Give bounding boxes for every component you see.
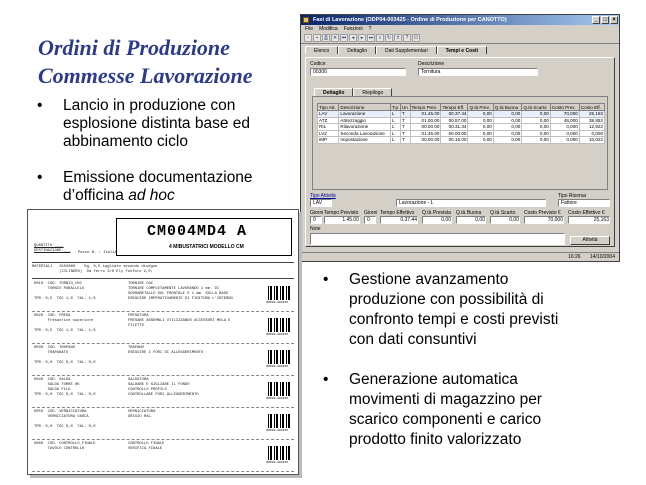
tab-dettaglio[interactable]: Dettaglio (338, 46, 376, 54)
bullet-text: Emissione documentazione d’officina (63, 169, 253, 204)
slide-title (38, 34, 298, 90)
operation-block (32, 376, 294, 408)
operation-block (32, 408, 294, 440)
grid-cell[interactable]: ATZ (318, 117, 339, 124)
help-icon[interactable]: ? (403, 34, 411, 42)
col-tipo-att[interactable]: Tipo Att. (318, 104, 339, 111)
grid-cell[interactable]: 0,00 (522, 117, 551, 124)
grid-cell[interactable]: 0,000 (579, 130, 604, 137)
operation-code: 0020 COD. FRESA Fresatrice superiore TPR. 0,5 TOC 1,0 TAL. 1,0 (34, 314, 96, 333)
operation-code: 0010 COD. TORNIO_CNC TORNIO PARALLELO TPR. 0,5 TOC 1,0 TAL. 1,0 (34, 282, 96, 301)
search-icon[interactable]: ⌕ (376, 34, 384, 42)
costo-effettivo-label: Costo Effettivo € (568, 210, 605, 216)
operation-description: CONTROLLO FINALE VERIFICA FINALE (128, 442, 165, 451)
grid-cell[interactable]: 0,00 (468, 130, 493, 137)
minimize-icon[interactable]: _ (592, 16, 600, 24)
col-un[interactable]: Un (400, 104, 410, 111)
barcode-label: ODP04-003425 (266, 333, 288, 336)
grid-cell[interactable]: Rilavorazione (339, 124, 391, 131)
document-code: CM004MD4 A (147, 223, 248, 240)
grid-cell[interactable]: 0,00 (468, 111, 493, 118)
qta-prevista-label: Q.tà Prevista (422, 210, 451, 216)
tempo-effettivo-label: Tempo Effettivo (380, 210, 415, 216)
costo-previsto-label: Costo Previsto € (524, 210, 561, 216)
qta-scarto-field[interactable]: 0,00 (490, 216, 520, 224)
grid-cell[interactable]: L (390, 117, 400, 124)
grid-cell[interactable]: 0,00 (493, 111, 522, 118)
costo-effettivo-field[interactable]: 25,163 (568, 216, 610, 224)
qta-scarto-label: Q.tà Scarto (490, 210, 516, 216)
last-icon[interactable]: ⏭ (368, 35, 374, 41)
zoom-icon[interactable]: ± (394, 34, 402, 42)
col-qta-prev[interactable]: Q.tà Prev. (468, 104, 493, 111)
document-model: 4 MIBUSTATRICI MODELLO CM (169, 244, 244, 250)
refresh-icon[interactable]: ↻ (386, 35, 392, 41)
qta-buona-field[interactable]: 0,00 (456, 216, 486, 224)
col-descrizione[interactable]: Descrizione (339, 104, 391, 111)
operation-block (32, 440, 294, 472)
grid-cell[interactable]: T (400, 117, 410, 124)
save-icon[interactable]: ▪ (313, 34, 321, 42)
grid-cell[interactable]: T (400, 124, 410, 131)
grid-cell[interactable]: T (400, 130, 410, 137)
document-materials: MATERIALI 0150000 Kg. 0,5 tagliato secondo disegno (CILINDRO) Da ferro 3/0 Ely fosforo 2,0; (32, 265, 158, 274)
grid-cell[interactable]: LV2 (318, 130, 339, 137)
grid-cell[interactable]: L (390, 130, 400, 137)
main-tabs (301, 44, 619, 54)
operation-code: 0030 COD. TRAPANO TRAPANATO TPR. 0,0 TOC 0,0 TAL. 0,0 (34, 346, 96, 365)
col-tempo-prev[interactable]: Tempo Prev. (410, 104, 441, 111)
grid-cell[interactable]: IMP (318, 137, 339, 144)
grid-cell[interactable]: 12,922 (579, 124, 604, 131)
grid-cell[interactable]: 70,000 (550, 111, 579, 118)
barcode (268, 286, 290, 300)
operation-description: FRESATURA FRESARE ASSEMBLI UTILIZZANDO ACCESSORI MOLA E FILETTO (128, 314, 231, 328)
codice-field[interactable]: 00300 (310, 68, 406, 76)
note-label: Note (310, 226, 321, 232)
first-icon[interactable]: ⏮ (341, 35, 347, 41)
menu-funzioni[interactable]: Funzioni (343, 26, 363, 32)
grid-cell[interactable]: 00.00.00 (410, 137, 441, 144)
grid-cell[interactable]: 0,00 (493, 124, 522, 131)
grid-cell[interactable]: 0,000 (550, 130, 579, 137)
grid-cell[interactable]: 0,000 (550, 124, 579, 131)
note-field[interactable] (310, 233, 565, 245)
operation-description: VERNICIATURA GRIGIO RAL. (128, 410, 156, 419)
grid-cell[interactable]: 01.45.00 (410, 111, 441, 118)
activities-grid (317, 103, 605, 144)
barcode (268, 382, 290, 396)
next-icon[interactable]: ▸ (358, 34, 366, 42)
grid-cell[interactable]: Lavorazione (339, 111, 391, 118)
menu-modifica[interactable]: Modifica (319, 26, 338, 32)
operation-block (32, 312, 294, 344)
app-icon (303, 17, 309, 23)
subtab-riepilogo[interactable]: Riepilogo (353, 88, 392, 97)
bullet-italic: ad hoc (128, 187, 175, 204)
tipo-attivita-field[interactable]: LAV (310, 199, 332, 207)
grid-cell[interactable]: 0,00 (468, 137, 493, 144)
col-qta-buona[interactable]: Q.tà Buona (493, 104, 522, 111)
tab-elenco[interactable]: Elenco (305, 46, 338, 54)
barcode (268, 414, 290, 428)
title-line-2: Commesse Lavorazione (38, 63, 253, 88)
menu-bar (301, 25, 619, 33)
grid-cell[interactable]: 00.00.00 (410, 124, 441, 131)
document-banner (116, 218, 292, 256)
grid-cell[interactable]: 0,00 (522, 130, 551, 137)
giorni-eff-label: Giorni (364, 210, 378, 216)
barcode-label: ODP04-003425 (266, 429, 288, 432)
maximize-icon[interactable]: □ (601, 16, 609, 24)
qta-prevista-field[interactable]: 0,00 (422, 216, 452, 224)
descrizione-field[interactable]: Tornitura (418, 68, 538, 76)
operation-code: 0040 COD. SALDA SALDA TORRE 0K SALDA FILO TPR. 0,0 TOC 0,0 TAL. 0,0 (34, 378, 96, 397)
grid-cell[interactable]: 00.57.00 (441, 117, 468, 124)
grid-cell[interactable]: 0,00 (493, 130, 522, 137)
grid-cell[interactable]: L (390, 124, 400, 131)
divider (32, 278, 294, 279)
tab-tempi-costi[interactable]: Tempi e Costi (437, 46, 487, 54)
col-costo-prev[interactable]: Costo Prev. (550, 104, 579, 111)
close-icon[interactable]: × (610, 16, 618, 24)
grid-panel (312, 96, 608, 190)
giorni-prev-field[interactable]: 0 (310, 216, 322, 224)
menu-file[interactable]: File (305, 26, 314, 32)
exit-icon[interactable]: ⏻ (412, 34, 420, 42)
grid-cell[interactable]: 0,00 (522, 124, 551, 131)
document-header-mid: Pezzo N. : Italia (78, 251, 117, 255)
qta-buona-label: Q.tà Buona (456, 210, 482, 216)
grid-cell[interactable]: LAV (318, 111, 339, 118)
bullet-emissione (37, 169, 297, 205)
tab-dati-supplementari[interactable]: Dati Supplementari (376, 46, 437, 54)
grid-cell[interactable]: 38,853 (579, 117, 604, 124)
grid-cell[interactable]: T (400, 137, 410, 144)
toolbar (301, 33, 619, 44)
grid-cell[interactable]: 0,00 (468, 124, 493, 131)
codice-label: Codice (310, 61, 326, 67)
menu-help[interactable]: ? (368, 26, 372, 32)
operation-description: TRAPANO ESEGUIRE I FORI DI ALLEGGERIMENTO (128, 346, 204, 355)
right-bullet-list (323, 270, 563, 470)
new-icon[interactable]: ▫ (304, 34, 312, 42)
left-bullet-list (37, 97, 297, 223)
barcode-label: ODP04-003425 (266, 461, 288, 464)
print-icon[interactable]: ⎙ (323, 35, 328, 41)
status-date: 14/10/2004 (589, 254, 615, 260)
grid-header-row (318, 104, 605, 111)
barcode (268, 318, 290, 332)
tipo-attivita-desc-field: Lavorazione - L (396, 199, 546, 207)
tempo-previsto-label: Tempo Previsto (324, 210, 359, 216)
status-time: 16:26 (568, 254, 581, 260)
grid-cell[interactable]: Seconda Lavorazione (339, 130, 391, 137)
tipo-attivita-label[interactable]: Tipo Attività (310, 193, 336, 199)
barcode (268, 446, 290, 460)
giorni-prev-label: Giorni (310, 210, 324, 216)
grid-cell[interactable]: L (390, 137, 400, 144)
operation-block (32, 344, 294, 376)
tipo-risorsa-field[interactable]: Fattore (558, 199, 610, 207)
tempo-previsto-field[interactable]: 1.45.00 (324, 216, 360, 224)
workshop-document (27, 209, 299, 475)
grid-cell[interactable]: L (390, 111, 400, 118)
descrizione-label: Descrizione (418, 61, 445, 67)
delete-icon[interactable]: ✕ (332, 35, 338, 41)
operation-code: 0060 COD. CONTROLLO_FINALE TAVOLO CONTROLLO (34, 442, 96, 451)
window-title: Fasi di Lavorazione (ODP04-003425 - Ordine di Produzione per CANOTTO) (313, 17, 507, 23)
col-costo-eff[interactable]: Costo Eff. (579, 104, 604, 111)
document-header-left: QUANTITA'____ DESTINAZIONE:___ (34, 244, 71, 253)
bullet-text: Lancio in produzione con esplosione distinta base ed abbinamento ciclo (63, 97, 250, 150)
barcode (268, 350, 290, 364)
title-line-1: Ordini di Produzione (38, 35, 230, 60)
window-title-bar (301, 15, 619, 25)
grid-cell[interactable]: 00.15.00 (441, 137, 468, 144)
app-window (300, 14, 620, 262)
grid-cell[interactable]: 0,00 (493, 137, 522, 144)
operation-block (32, 280, 294, 312)
grid-cell[interactable]: 00.31.34 (441, 124, 468, 131)
attivita-button[interactable]: Attività (570, 236, 610, 245)
bullet-gestione: • Gestione avanzamento produzione con possibilità di confronto tempi e costi previsti con dati consuntivi (323, 270, 563, 350)
grid-cell[interactable]: 0,00 (522, 137, 551, 144)
barcode-label: ODP04-003425 (266, 301, 288, 304)
subtab-dettaglio[interactable]: Dettaglio (314, 88, 353, 97)
grid-cell[interactable]: Attrezzaggio (339, 117, 391, 124)
col-tp[interactable]: T.p (390, 104, 400, 111)
col-qta-scarto[interactable]: Q.tà Scarto (522, 104, 551, 111)
bullet-lancio (37, 97, 297, 151)
operation-code: 0050 COD. VERNICIATURA VERNICIATURA VASCA TPR. 0,0 TOC 0,0 TAL. 0,0 (34, 410, 96, 429)
grid-cell[interactable]: 25,163 (579, 111, 604, 118)
grid-cell[interactable]: 00.37.44 (441, 111, 468, 118)
costo-previsto-field[interactable]: 70,000 (524, 216, 564, 224)
grid-cell[interactable]: Impostazione (339, 137, 391, 144)
grid-cell[interactable]: RIL (318, 124, 339, 131)
operation-description: TORNIRE CNC TORNIRE COMPLETAMENTE LAVORANDO 1 mm. DI SOVRAMETALLO SUL FRONTALE E 1 mm. SULLA BASE ESEGUIRE IMPERATIVAMENTE DI FINITURA L'INTERNO (128, 282, 233, 301)
tab-panel (305, 57, 615, 247)
grid-cell[interactable]: 01.00.00 (410, 117, 441, 124)
prev-icon[interactable]: ◂ (349, 34, 357, 42)
grid-cell[interactable]: 01.45.00 (410, 130, 441, 137)
status-bar (301, 252, 619, 261)
grid-cell[interactable]: T (400, 111, 410, 118)
giorni-eff-field[interactable]: 0 (364, 216, 376, 224)
col-tempo-eff[interactable]: Tempo Eff. (441, 104, 468, 111)
barcode-label: ODP04-003425 (266, 365, 288, 368)
grid-cell[interactable]: 0,00 (468, 117, 493, 124)
operation-description: SALDATURA SALDARE E SIGLIARE IL FONDO CONTROLLO PROFILO CONTROLLARE FORI ALLEGGERIMENTO (128, 378, 199, 397)
grid-cell[interactable]: 0,000 (550, 137, 579, 144)
grid-cell[interactable]: 0,00 (493, 117, 522, 124)
tipo-risorsa-label: Tipo Risorsa (558, 193, 586, 199)
grid-cell[interactable]: 0,00 (522, 111, 551, 118)
grid-cell[interactable]: 00.00.00 (441, 130, 468, 137)
grid-cell[interactable]: 48,000 (550, 117, 579, 124)
divider (32, 262, 294, 263)
tempo-effettivo-field[interactable]: 0.37.44 (380, 216, 418, 224)
barcode-label: ODP04-003425 (266, 397, 288, 400)
bullet-generazione: • Generazione automatica movimenti di magazzino per scarico componenti e carico prodotto finito valorizzato (323, 370, 563, 450)
grid-row[interactable] (318, 137, 605, 144)
grid-cell[interactable]: 10,022 (579, 137, 604, 144)
